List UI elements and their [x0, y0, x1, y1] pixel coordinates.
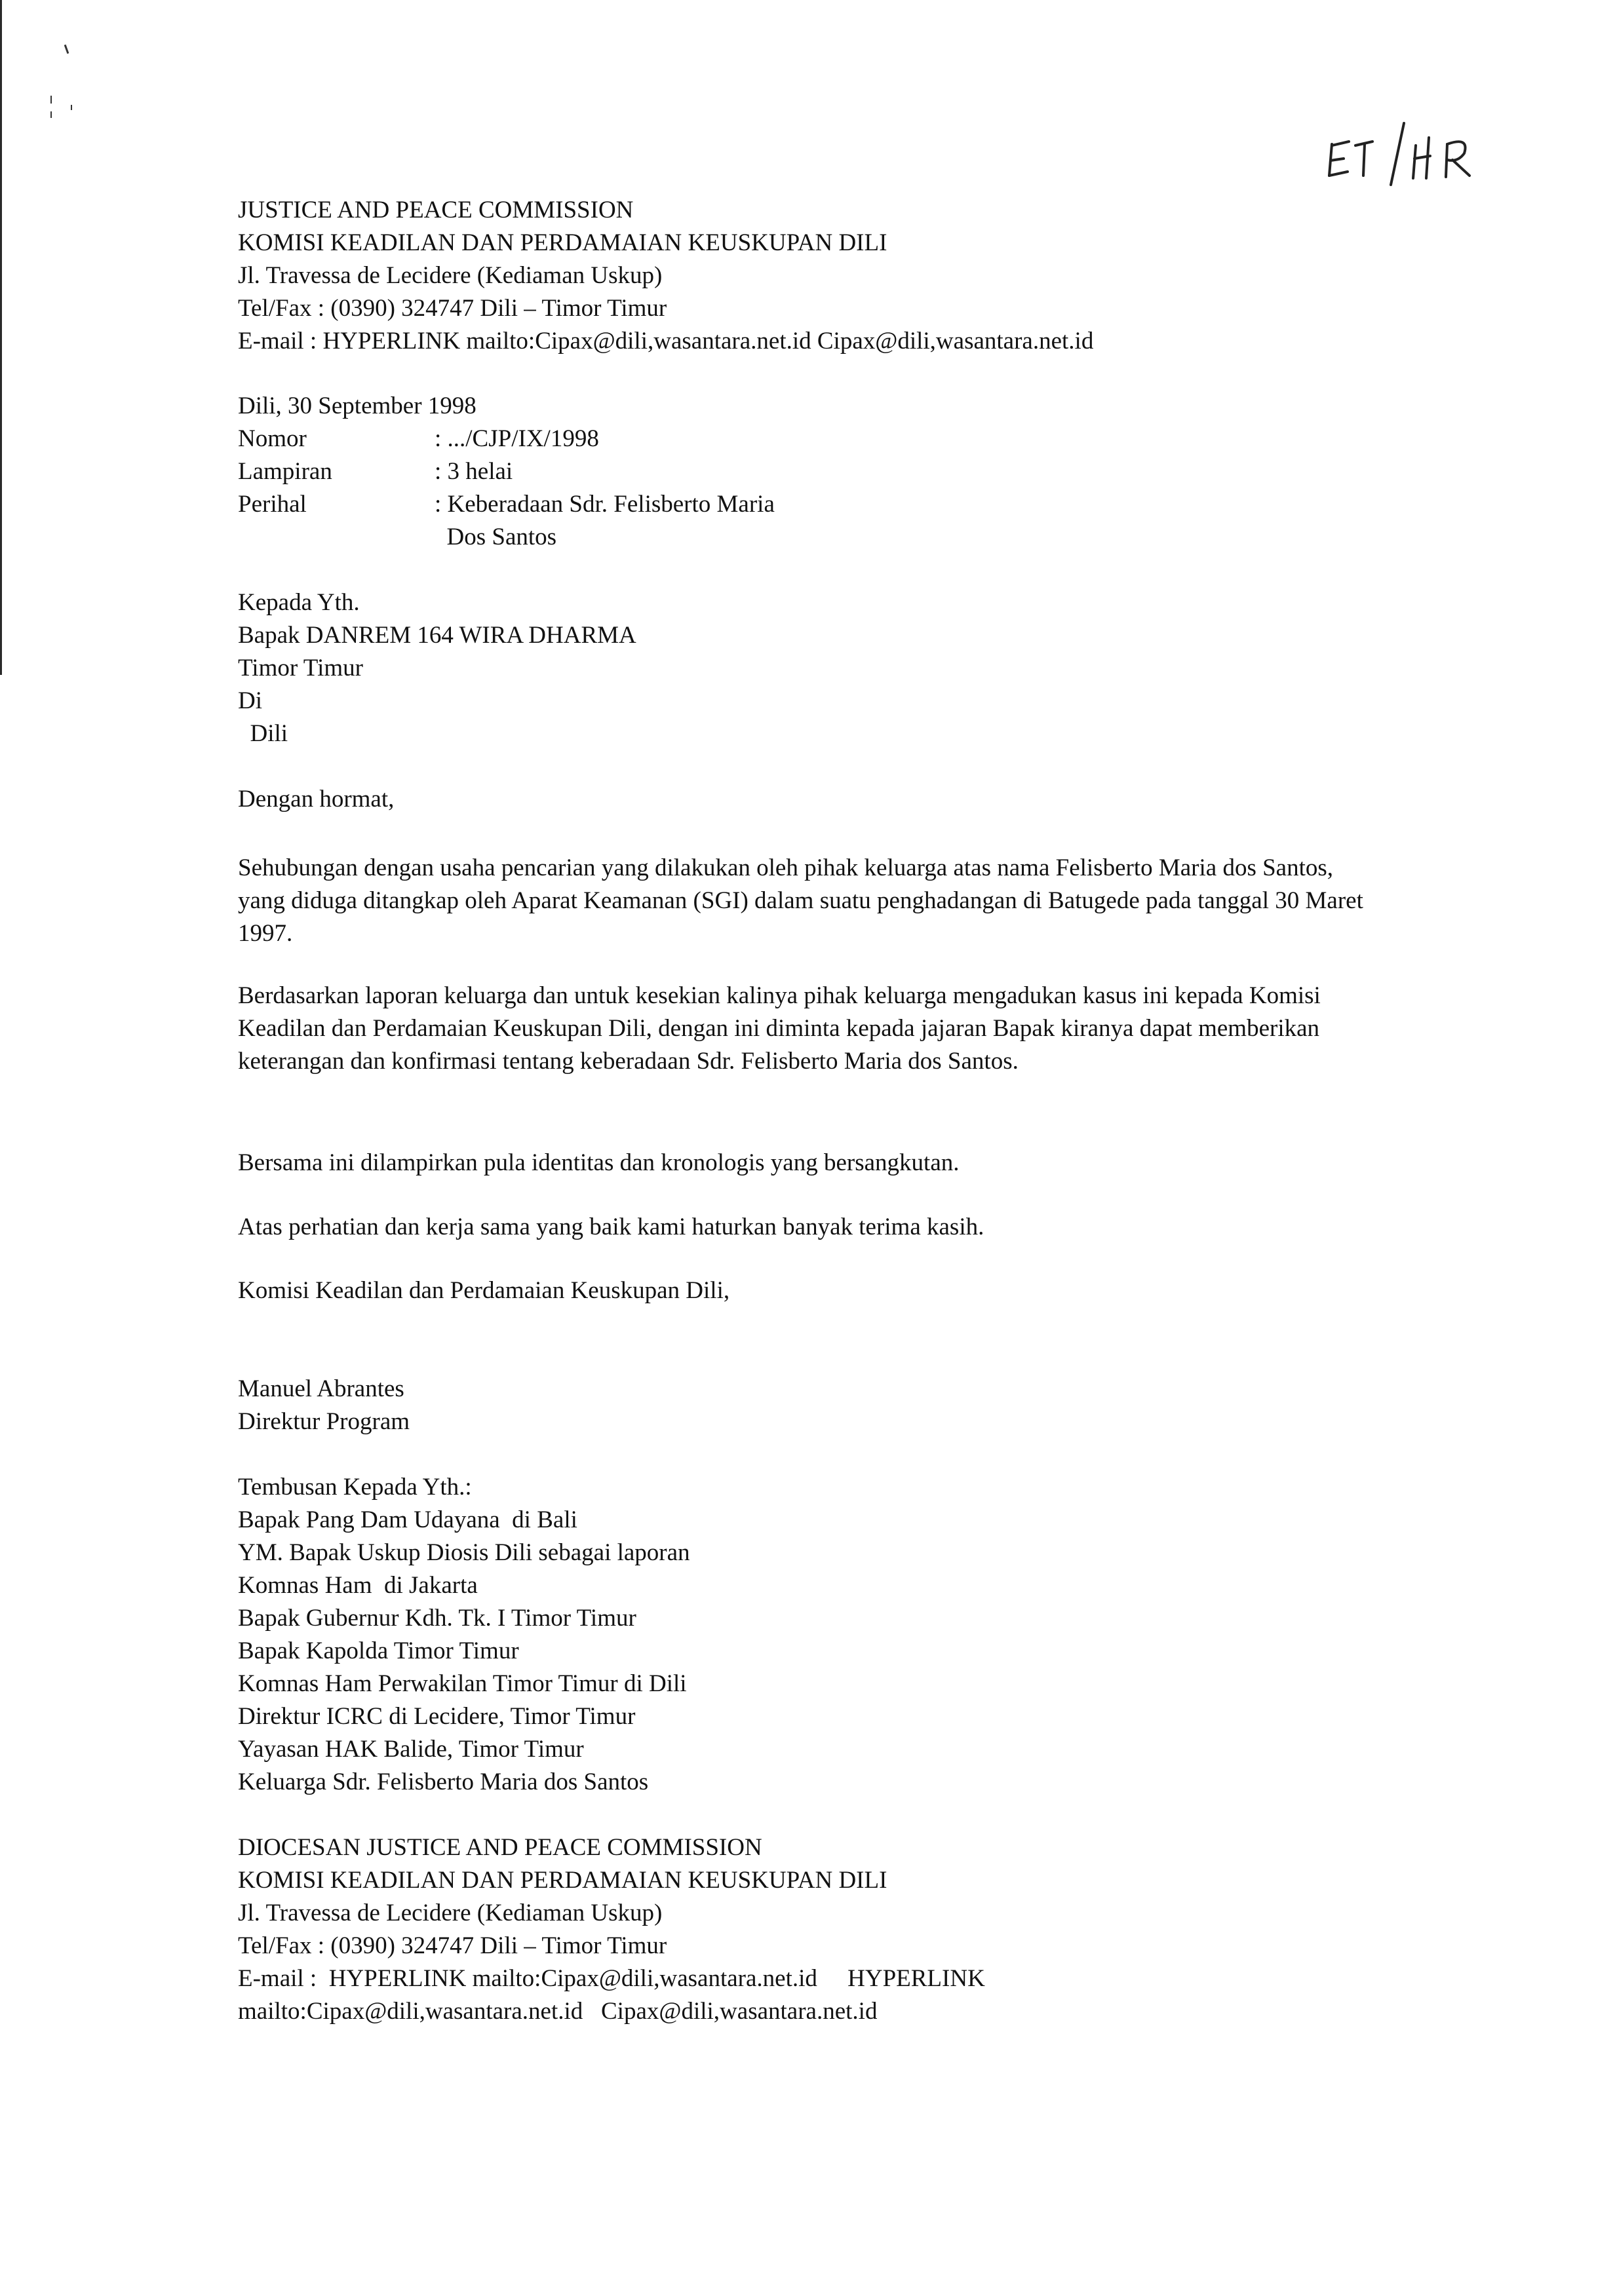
addressee-line: Dili [238, 720, 288, 747]
footer-letterhead [238, 1831, 985, 2028]
meta-value: : .../CJP/IX/1998 [435, 425, 599, 452]
paragraph-2: Berdasarkan laporan keluarga dan untuk kesekian kalinya pihak keluarga mengadukan kasus ini kepada Komisi Keadilan dan Perdamaian Keuskupan Dili, dengan ini diminta kepada jajaran Bapak kiranya dapat memberikan keterangan dan konfirmasi tentang keberadaan Sdr. Felisberto Maria dos Santos. [238, 982, 1321, 1075]
letterhead-email: E-mail : HYPERLINK mailto:Cipax@dili,wasantara.net.id Cipax@dili,wasantara.net.id [238, 328, 1094, 354]
letter-meta [238, 390, 775, 554]
addressee-block [238, 586, 636, 750]
cc-block [238, 1471, 690, 1799]
paragraph-3: Bersama ini dilampirkan pula identitas dan kronologis yang bersangkutan. [238, 1149, 960, 1176]
scan-edge-line [0, 0, 2, 675]
footer-org-id: KOMISI KEADILAN DAN PERDAMAIAN KEUSKUPAN DILI [238, 1867, 887, 1894]
cc-item: Bapak Gubernur Kdh. Tk. I Timor Timur [238, 1605, 636, 1632]
letterhead-address: Jl. Travessa de Lecidere (Kediaman Uskup) [238, 262, 663, 289]
signatory-title: Direktur Program [238, 1408, 410, 1435]
paragraph-4: Atas perhatian dan kerja sama yang baik kami haturkan banyak terima kasih. [238, 1214, 984, 1240]
closing [238, 1274, 730, 1307]
cc-heading: Tembusan Kepada Yth.: [238, 1474, 472, 1501]
addressee-line: Bapak DANREM 164 WIRA DHARMA [238, 622, 636, 649]
meta-row-perihal [238, 488, 775, 521]
footer-address: Jl. Travessa de Lecidere (Kediaman Uskup) [238, 1900, 663, 1926]
signatory-name: Manuel Abrantes [238, 1375, 404, 1402]
meta-value: : 3 helai [435, 458, 513, 485]
letterhead [238, 194, 1093, 358]
footer-email-2: mailto:Cipax@dili,wasantara.net.id Cipax@dili,wasantara.net.id [238, 1998, 878, 2025]
meta-label: Lampiran [238, 458, 332, 485]
cc-item: Bapak Kapolda Timor Timur [238, 1637, 519, 1664]
letterhead-org-en: JUSTICE AND PEACE COMMISSION [238, 197, 634, 223]
footer-org-en: DIOCESAN JUSTICE AND PEACE COMMISSION [238, 1834, 762, 1861]
footer-email-1: E-mail : HYPERLINK mailto:Cipax@dili,wasantara.net.id HYPERLINK [238, 1965, 985, 1992]
cc-item: Direktur ICRC di Lecidere, Timor Timur [238, 1703, 636, 1730]
addressee-line: Kepada Yth. [238, 589, 360, 616]
handwritten-annotation [1317, 98, 1494, 190]
meta-value: Dos Santos [435, 524, 557, 550]
salutation-text: Dengan hormat, [238, 786, 395, 813]
cc-item: Yayasan HAK Balide, Timor Timur [238, 1736, 584, 1763]
scan-speck [50, 96, 52, 104]
paragraph-1: Sehubungan dengan usaha pencarian yang dilakukan oleh pihak keluarga atas nama Felisberto Maria dos Santos, yang diduga ditangkap oleh Aparat Keamanan (SGI) dalam suatu penghadangan di Batugede pada tanggal 30 Maret 1997. [238, 854, 1363, 947]
meta-label: Nomor [238, 425, 307, 452]
letterhead-phone: Tel/Fax : (0390) 324747 Dili – Timor Timur [238, 295, 667, 322]
cc-item: Komnas Ham Perwakilan Timor Timur di Dili [238, 1670, 687, 1697]
cc-item: Bapak Pang Dam Udayana di Bali [238, 1506, 577, 1533]
letter-date: Dili, 30 September 1998 [238, 392, 477, 419]
cc-item: Komnas Ham di Jakarta [238, 1572, 478, 1599]
scan-speck [71, 105, 72, 110]
cc-item: Keluarga Sdr. Felisberto Maria dos Santos [238, 1769, 649, 1795]
meta-row-lampiran [238, 455, 513, 488]
signatory-block [238, 1373, 410, 1438]
meta-row-nomor [238, 423, 599, 455]
closing-text: Komisi Keadilan dan Perdamaian Keuskupan Dili, [238, 1277, 730, 1304]
meta-value: : Keberadaan Sdr. Felisberto Maria [435, 491, 775, 518]
meta-label: Perihal [238, 491, 307, 518]
meta-row-perihal-cont [238, 521, 557, 554]
addressee-line: Timor Timur [238, 655, 363, 681]
cc-item: YM. Bapak Uskup Diosis Dili sebagai laporan [238, 1539, 690, 1566]
addressee-line: Di [238, 687, 262, 714]
footer-phone: Tel/Fax : (0390) 324747 Dili – Timor Timur [238, 1932, 667, 1959]
salutation [238, 783, 394, 816]
scan-speck [50, 111, 52, 118]
letterhead-org-id: KOMISI KEADILAN DAN PERDAMAIAN KEUSKUPAN DILI [238, 229, 887, 256]
scan-speck [64, 45, 69, 54]
